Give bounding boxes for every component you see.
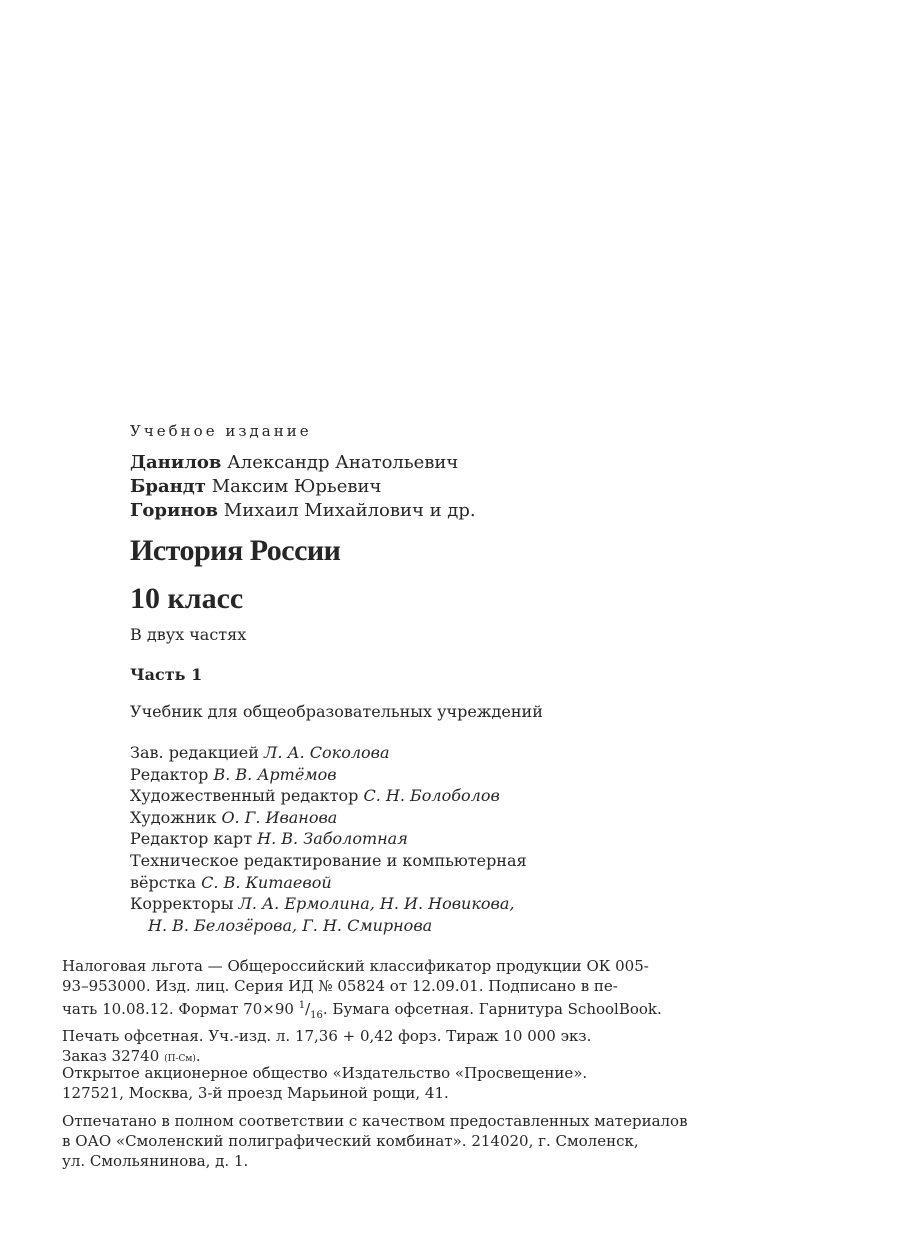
imprint-format: чать 10.08.12. Формат 70×90: [62, 1000, 294, 1018]
imprint-line: в ОАО «Смоленский полиграфический комбинат». 214020, г. Смоленск,: [62, 1132, 639, 1150]
credit-person: В. В. Артёмов: [213, 764, 337, 784]
credit-line: [130, 807, 527, 829]
credit-line: [130, 850, 527, 872]
credit-person: Н. В. Белозёрова, Г. Н. Смирнова: [148, 915, 433, 935]
author-surname: Данилов: [130, 452, 222, 473]
imprint-line: Открытое акционерное общество «Издательство «Просвещение».: [62, 1064, 588, 1082]
imprint-line: ул. Смольянинова, д. 1.: [62, 1152, 249, 1170]
imprint-format-tail: . Бумага офсетная. Гарнитура SchoolBook.: [322, 1000, 662, 1018]
author-line: [130, 499, 476, 523]
author-surname: Брандт: [130, 476, 206, 497]
author-name: Михаил Михайлович и др.: [223, 500, 476, 521]
credit-line: [130, 742, 527, 764]
author-line: [130, 451, 476, 475]
author-name: Максим Юрьевич: [211, 476, 382, 497]
credit-role: Редактор карт: [130, 829, 253, 849]
imprint-line: Заказ 32740 (П-См).: [62, 1047, 201, 1065]
imprint-line: 93–953000. Изд. лиц. Серия ИД № 05824 от 12.09.01. Подписано в пе-: [62, 977, 618, 995]
credit-person: С. В. Китаевой: [201, 872, 332, 892]
fraction-denominator: 16: [310, 1010, 323, 1021]
credit-role: Техническое редактирование и компьютерная: [130, 850, 527, 870]
book-grade: 10 класс: [130, 582, 244, 615]
imprint-line: Отпечатано в полном соответствии с качеством предоставленных материалов: [62, 1112, 688, 1130]
author-line: [130, 475, 476, 499]
imprint-line: чать 10.08.12. Формат 70×90 $^1/_{16}$. Бумага офсетная. Гарнитура SchoolBook.: [62, 1000, 662, 1021]
imprint-line: Налоговая льгота — Общероссийский классификатор продукции ОК 005-: [62, 957, 649, 975]
publisher-imprint: [62, 1063, 766, 1103]
credit-line: [130, 828, 527, 850]
credit-role: Художник: [130, 807, 217, 827]
book-subtitle: Учебник для общеобразовательных учреждений: [130, 702, 543, 721]
imprint-line: 127521, Москва, 3-й проезд Марьиной рощи, 41.: [62, 1084, 449, 1102]
imprint-line: Печать офсетная. Уч.-изд. л. 17,36 + 0,42 форз. Тираж 10 000 экз.: [62, 1027, 592, 1045]
author-surname: Горинов: [130, 500, 219, 521]
printer-imprint: [62, 1111, 766, 1171]
credit-line: [130, 893, 527, 915]
credit-person: С. Н. Болоболов: [363, 786, 500, 806]
order-number: Заказ 32740: [62, 1047, 160, 1065]
credit-line: [130, 915, 527, 937]
tax-imprint: [62, 956, 766, 1069]
fraction-numerator: 1: [298, 1000, 306, 1011]
credit-line: [130, 764, 527, 786]
credit-role: Корректоры: [130, 894, 234, 914]
author-name: Александр Анатольевич: [227, 452, 459, 473]
credit-line: [130, 785, 527, 807]
credit-role: Художественный редактор: [130, 786, 359, 806]
credit-person: Л. А. Ермолина, Н. И. Новикова,: [238, 894, 515, 914]
credit-person: О. Г. Иванова: [221, 807, 338, 827]
part-label: Часть 1: [130, 665, 203, 684]
credit-person: Л. А. Соколова: [263, 743, 390, 762]
credit-role: Редактор: [130, 764, 209, 784]
edition-type: Учебное издание: [130, 422, 312, 440]
credit-role: вёрстка: [130, 872, 197, 892]
credit-role: Зав. редакцией: [130, 743, 259, 762]
parts-note: В двух частях: [130, 625, 247, 644]
credits-block: [130, 742, 527, 936]
book-title: История России: [130, 534, 341, 567]
order-code: (П-См): [164, 1054, 196, 1064]
credit-line: [130, 872, 527, 894]
authors-block: [130, 451, 476, 523]
credit-person: Н. В. Заболотная: [257, 829, 408, 849]
